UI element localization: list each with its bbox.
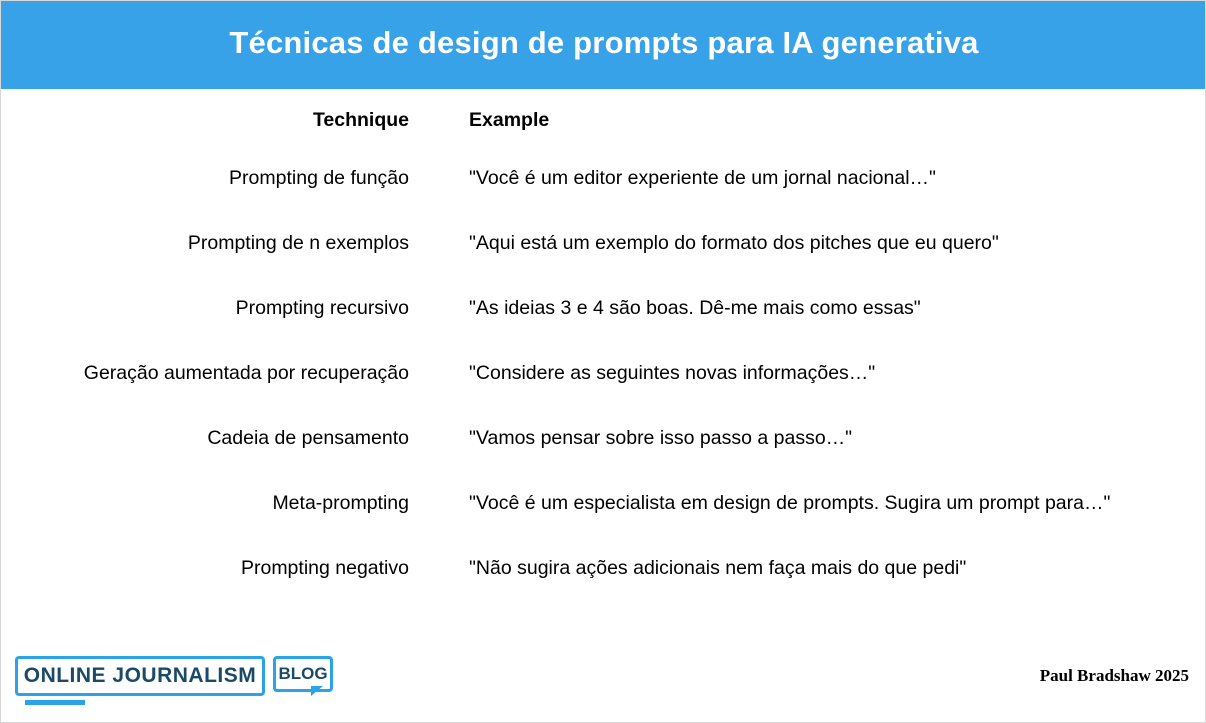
cell-example: "Vamos pensar sobre isso passo a passo…" — [469, 427, 853, 449]
techniques-table — [1, 107, 1206, 620]
cell-technique: Prompting recursivo — [235, 297, 409, 319]
cell-technique: Prompting de função — [229, 167, 409, 189]
logo-badge-box — [273, 656, 333, 692]
cell-example: "As ideias 3 e 4 são boas. Dê-me mais como essas" — [469, 297, 921, 319]
table-row — [1, 425, 1206, 490]
online-journalism-blog-logo — [15, 656, 335, 704]
table-row — [1, 230, 1206, 295]
column-header-technique: Technique — [312, 109, 409, 131]
column-header-example: Example — [469, 109, 550, 131]
table-header-row — [1, 107, 1206, 165]
table-row — [1, 165, 1206, 230]
title-banner — [1, 1, 1206, 89]
table-row — [1, 490, 1206, 555]
logo-underline — [25, 700, 85, 705]
table-row — [1, 555, 1206, 620]
cell-example: "Não sugira ações adicionais nem faça mais do que pedi" — [469, 557, 967, 579]
logo-badge-text: BLOG — [278, 664, 328, 683]
cell-example: "Considere as seguintes novas informações…" — [469, 362, 876, 384]
cell-technique: Meta-prompting — [272, 492, 409, 514]
cell-technique: Cadeia de pensamento — [207, 427, 409, 449]
cell-example: "Você é um especialista em design de prompts. Sugira um prompt para…" — [469, 492, 1111, 514]
logo-speech-tail-icon — [311, 686, 323, 696]
table-row — [1, 360, 1206, 425]
cell-technique: Prompting negativo — [240, 557, 409, 579]
cell-example: "Você é um editor experiente de um jornal nacional…" — [469, 167, 936, 189]
page-title: Técnicas de design de prompts para IA generativa — [229, 25, 979, 60]
cell-technique: Geração aumentada por recuperação — [83, 362, 409, 384]
cell-example: "Aqui está um exemplo do formato dos pitches que eu quero" — [469, 232, 999, 254]
table-row — [1, 295, 1206, 360]
credit-line: Paul Bradshaw 2025 — [1039, 666, 1189, 685]
logo-main-text: ONLINE JOURNALISM — [23, 664, 257, 687]
logo-main-box — [15, 656, 265, 696]
cell-technique: Prompting de n exemplos — [187, 232, 409, 254]
